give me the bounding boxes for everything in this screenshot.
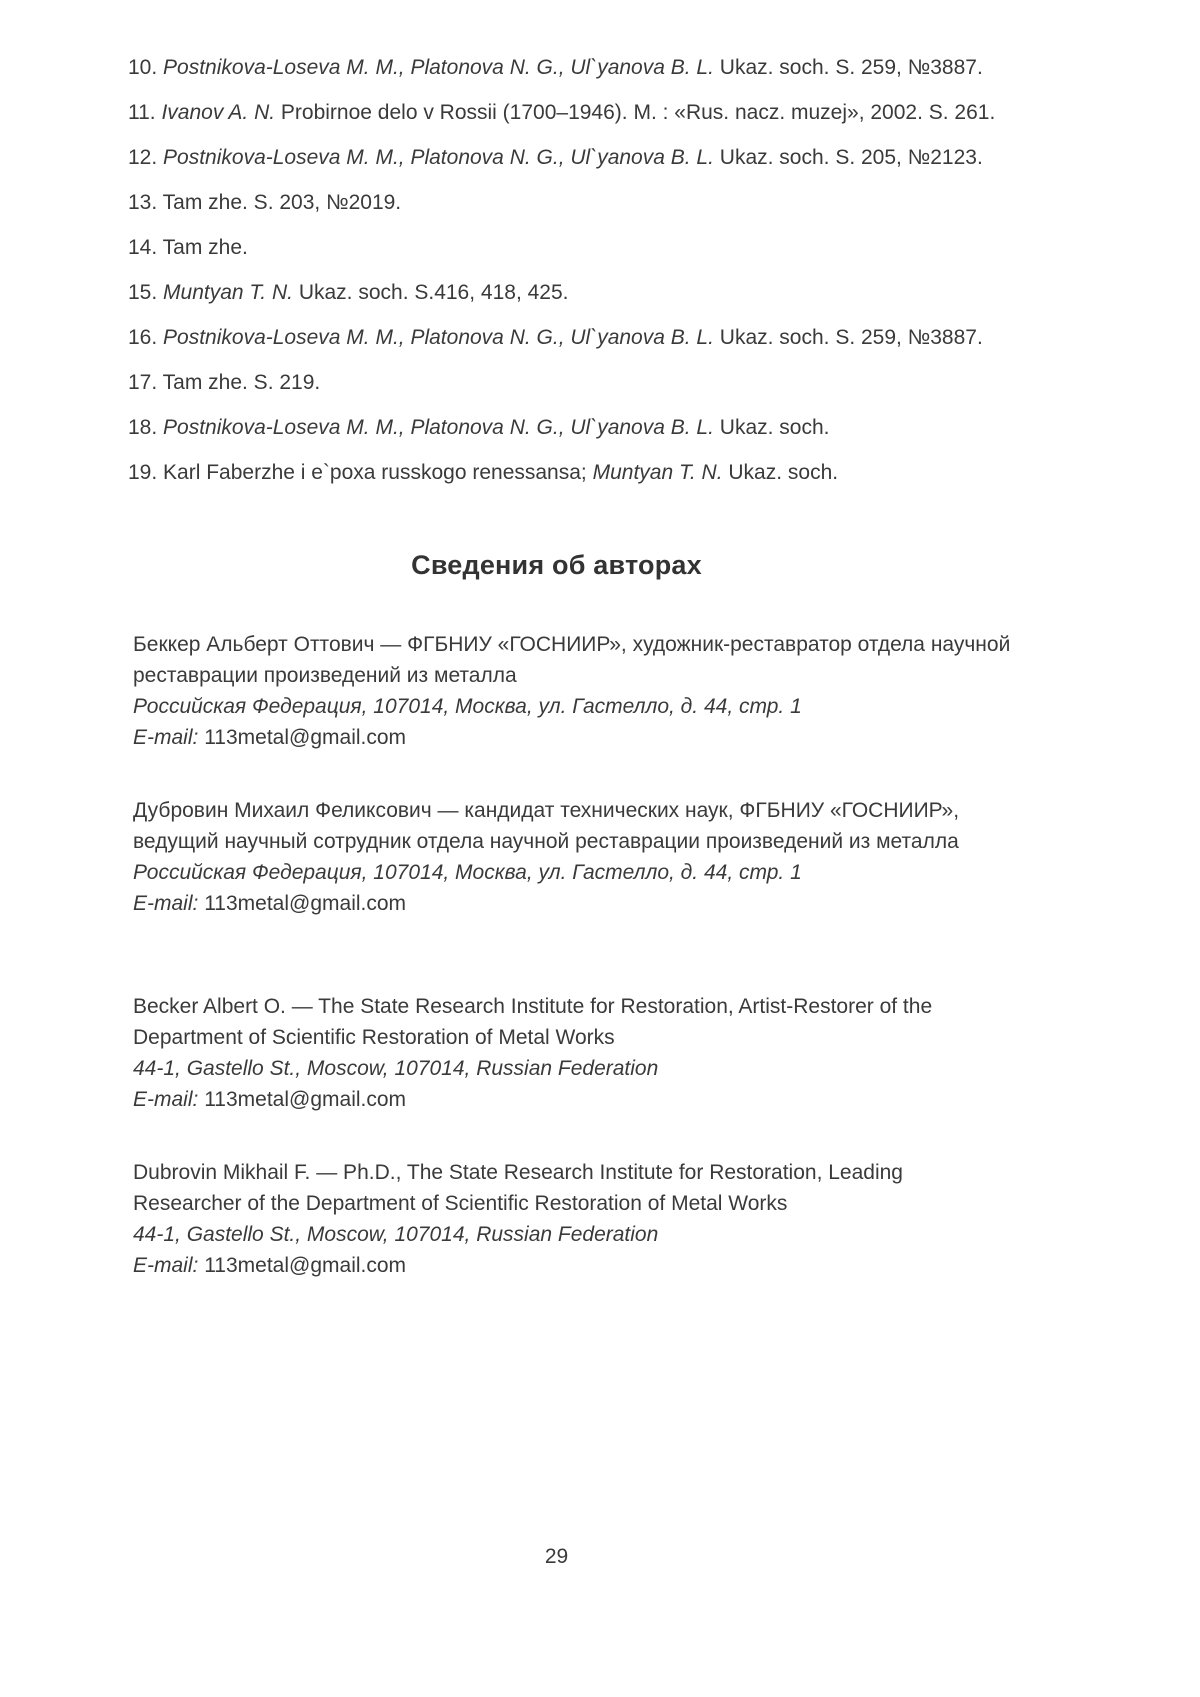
reference-segment-text: 12. — [128, 146, 164, 169]
author-line — [133, 1157, 1013, 1219]
reference-segment-text: Ukaz. soch. — [713, 416, 830, 439]
author-segment-text: 113metal@gmail.com — [204, 1254, 407, 1277]
author-block — [133, 991, 1013, 1115]
author-line — [133, 691, 1013, 722]
author-block — [133, 629, 1013, 753]
author-segment-italic: 44-1, Gastello St., Moscow, 107014, Russian Federation — [133, 1223, 659, 1246]
reference-segment-italic: Postnikova-Loseva M. M., Platonova N. G., Ul`yanova B. L. — [163, 416, 714, 439]
author-line — [133, 991, 1013, 1053]
reference-segment-text: Ukaz. soch. S. 205, №2123. — [713, 146, 983, 169]
author-line — [133, 722, 1013, 753]
author-segment-italic: Российская Федерация, 107014, Москва, ул. Гастелло, д. 44, стр. 1 — [133, 695, 802, 718]
reference-item — [68, 457, 1045, 488]
page-content — [68, 52, 1045, 1281]
author-segment-italic: Российская Федерация, 107014, Москва, ул. Гастелло, д. 44, стр. 1 — [133, 861, 802, 884]
author-segment-text: Becker Albert O. — The State Research Institute for Restoration, Artist-Restorer of the Department of Scientific Restoration of Metal Works — [133, 995, 933, 1049]
reference-segment-text: 14. Tam zhe. — [128, 236, 248, 259]
reference-segment-italic: Ivanov A. N. — [161, 101, 276, 124]
author-line — [133, 888, 1013, 919]
author-segment-text: 113metal@gmail.com — [204, 726, 407, 749]
reference-segment-text: 13. Tam zhe. S. 203, №2019. — [128, 191, 402, 214]
author-line — [133, 795, 1013, 857]
author-segment-text: Беккер Альберт Оттович — ФГБНИУ «ГОСНИИР», художник-реставратор отдела научной реставрации произведений из металла — [133, 633, 1011, 687]
author-line — [133, 857, 1013, 888]
author-line — [133, 1084, 1013, 1115]
reference-segment-text: Ukaz. soch. S. 259, №3887. — [713, 56, 983, 79]
reference-segment-italic: Postnikova-Loseva M. M., Platonova N. G., Ul`yanova B. L. — [163, 146, 714, 169]
author-segment-italic: 44-1, Gastello St., Moscow, 107014, Russian Federation — [133, 1057, 659, 1080]
page-number: 29 — [544, 1545, 569, 1568]
author-segment-italic: E-mail: — [133, 1088, 205, 1111]
reference-segment-text: Ukaz. soch. — [722, 461, 839, 484]
reference-segment-italic: Muntyan T. N. — [592, 461, 723, 484]
reference-segment-text: Ukaz. soch. S.416, 418, 425. — [292, 281, 569, 304]
reference-segment-text: 18. — [128, 416, 164, 439]
reference-item — [68, 322, 1045, 353]
reference-segment-text: 16. — [128, 326, 164, 349]
reference-segment-text: 19. Karl Faberzhe i e`poxa russkogo renessansa; — [128, 461, 593, 484]
author-segment-text: 113metal@gmail.com — [204, 1088, 407, 1111]
reference-segment-italic: Postnikova-Loseva M. M., Platonova N. G., Ul`yanova B. L. — [163, 56, 714, 79]
author-blocks — [133, 629, 1013, 1281]
author-line — [133, 629, 1013, 691]
authors-section-heading: Сведения об авторах — [411, 550, 702, 580]
reference-item — [68, 187, 1045, 218]
author-block — [133, 1157, 1013, 1281]
author-segment-italic: E-mail: — [133, 1254, 205, 1277]
reference-segment-italic: Postnikova-Loseva M. M., Platonova N. G., Ul`yanova B. L. — [163, 326, 714, 349]
reference-item — [68, 52, 1045, 83]
author-block — [133, 795, 1013, 919]
author-segment-italic: E-mail: — [133, 726, 205, 749]
reference-item — [68, 232, 1045, 263]
author-line — [133, 1219, 1013, 1250]
reference-segment-text: 15. — [128, 281, 164, 304]
author-segment-text: Дубровин Михаил Феликсович — кандидат технических наук, ФГБНИУ «ГОСНИИР», ведущий научный сотрудник отдела научной реставрации произведений из металла — [133, 799, 960, 853]
reference-item — [68, 277, 1045, 308]
reference-item — [68, 412, 1045, 443]
reference-item — [68, 97, 1045, 128]
reference-segment-text: 10. — [128, 56, 164, 79]
reference-segment-italic: Muntyan T. N. — [163, 281, 293, 304]
reference-item — [68, 367, 1045, 398]
author-line — [133, 1250, 1013, 1281]
reference-item — [68, 142, 1045, 173]
author-segment-text: 113metal@gmail.com — [204, 892, 407, 915]
author-segment-text: Dubrovin Mikhail F. — Ph.D., The State Research Institute for Restoration, Leading Researcher of the Department of Scientific Restoration of Metal Works — [133, 1161, 903, 1215]
reference-segment-text: 11. — [128, 101, 162, 124]
reference-segment-text: Ukaz. soch. S. 259, №3887. — [713, 326, 983, 349]
author-line — [133, 1053, 1013, 1084]
references-list — [68, 52, 1045, 488]
reference-segment-text: 17. Tam zhe. S. 219. — [128, 371, 321, 394]
author-segment-italic: E-mail: — [133, 892, 205, 915]
reference-segment-text: Probirnoe delo v Rossii (1700–1946). M. : «Rus. nacz. muzej», 2002. S. 261. — [275, 101, 996, 124]
